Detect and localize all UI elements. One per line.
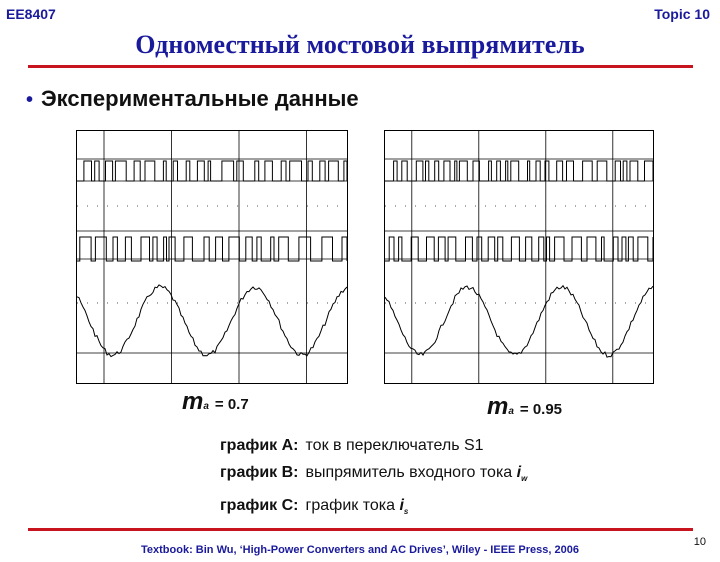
- bullet-icon: •: [26, 89, 34, 111]
- course-code: EE8407: [6, 6, 56, 22]
- modulation-index-label-right: ma = 0.95: [487, 393, 563, 420]
- modulation-index-label-left: ma = 0.7: [182, 388, 249, 415]
- title-divider: [28, 65, 693, 68]
- legend-item-c: график C: график тока $i_s$: [220, 497, 409, 517]
- legend-item-a: график A: ток в переключатель S1: [220, 437, 484, 454]
- oscillogram-ma-0-7: [76, 130, 348, 384]
- bullet-text: Экспериментальные данные: [41, 86, 359, 111]
- oscillogram-ma-0-95: [384, 130, 654, 384]
- page-number: 10: [693, 536, 706, 548]
- topic-label: Topic 10: [654, 6, 710, 22]
- trace-legend: [220, 432, 527, 525]
- textbook-reference: Textbook: Bin Wu, ‘High-Power Converters and AC Drives’, Wiley - IEEE Press, 2006: [141, 544, 579, 556]
- bullet-item: [26, 86, 359, 112]
- legend-item-b: график B: выпрямитель входного тока $i_w$: [220, 464, 528, 484]
- footer-divider: [28, 528, 693, 531]
- slide-title: Одноместный мостовой выпрямитель: [135, 30, 585, 59]
